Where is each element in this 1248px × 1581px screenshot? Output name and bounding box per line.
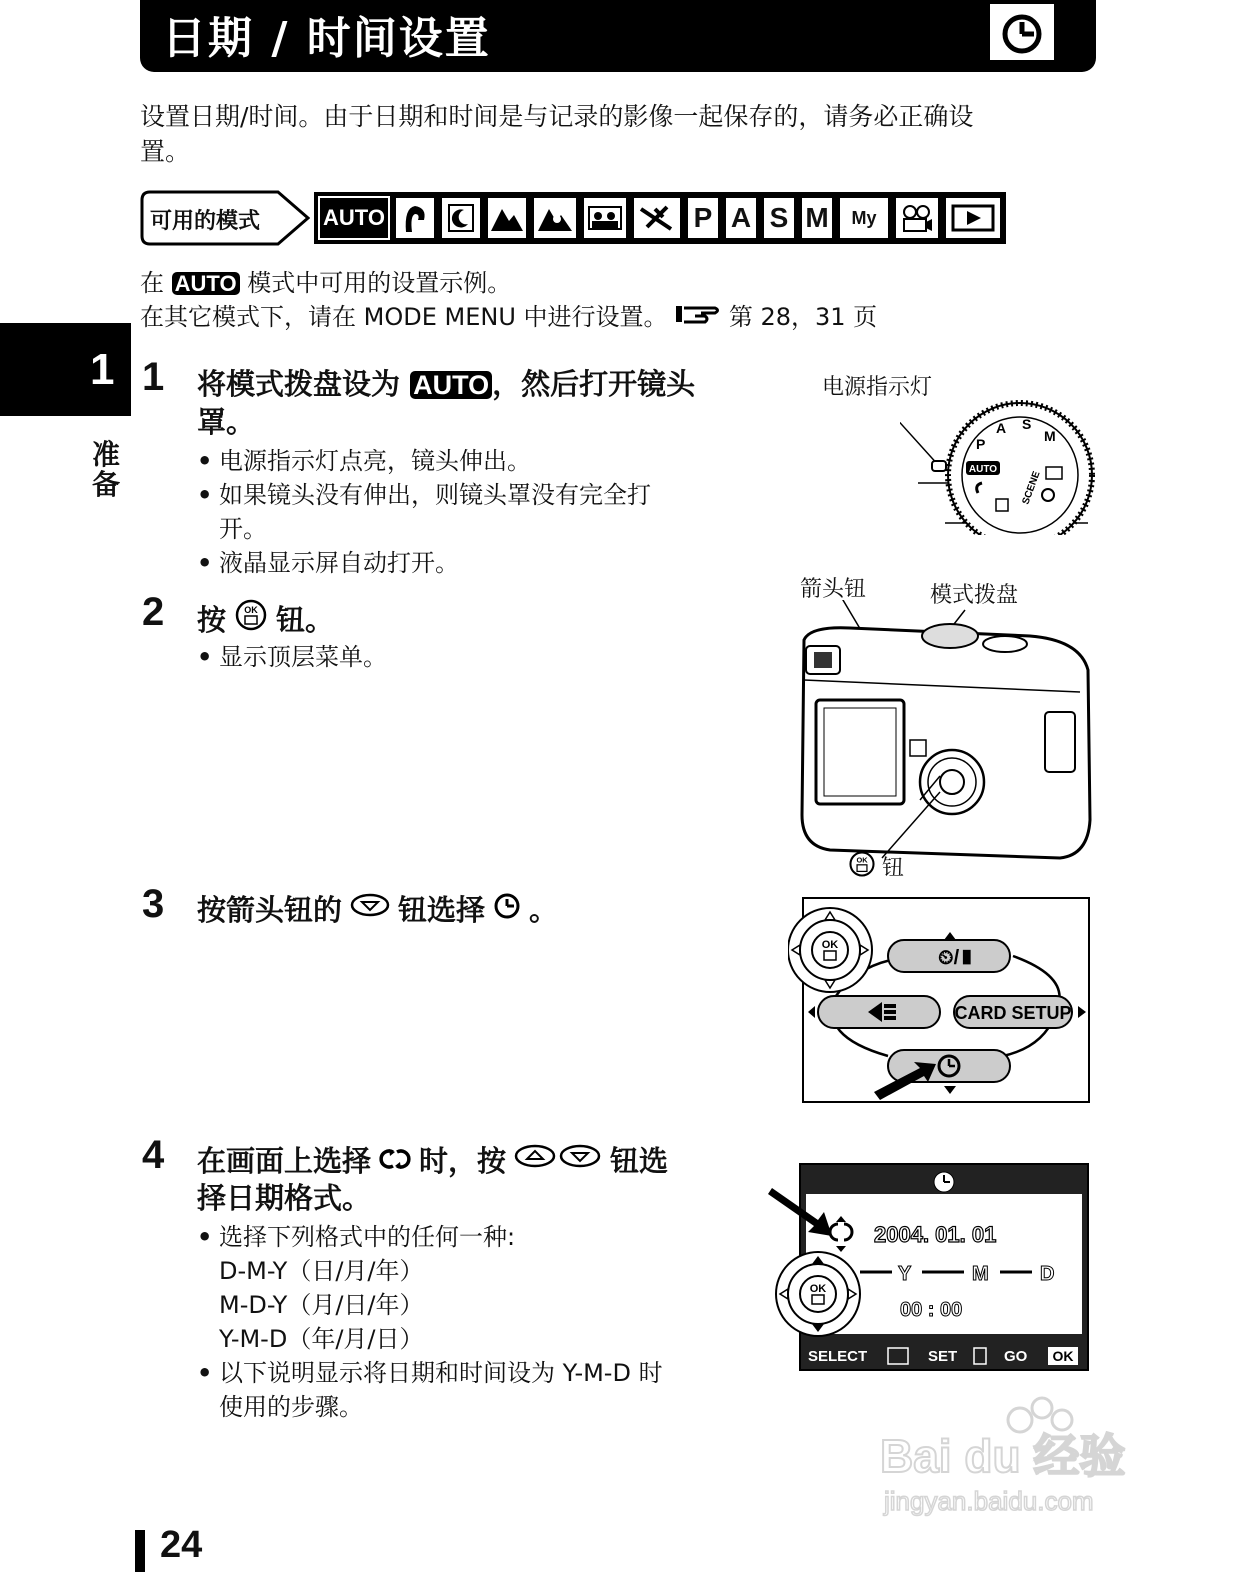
clock-time-value: 00 : 00 — [900, 1299, 963, 1321]
step-2-number: 2 — [142, 590, 165, 634]
step-3-title-post: 。 — [529, 892, 559, 927]
date-format-icon — [379, 1142, 411, 1180]
chapter-label: 准备 — [92, 438, 121, 501]
ok-button-caption-text: 钮 — [882, 855, 905, 881]
landscape-portrait-icon — [532, 196, 578, 240]
list-item: Y-M-D（年/月/日） — [219, 1325, 424, 1353]
modes-strip — [314, 192, 1006, 244]
landscape-icon — [486, 196, 528, 240]
note-line-1-pre: 在 — [140, 269, 164, 297]
svg-text:OK: OK — [809, 1283, 827, 1295]
svg-text:⏲/▮: ⏲/▮ — [938, 947, 975, 969]
list-item: • 以下说明显示将日期和时间设为 Y-M-D 时 — [197, 1359, 663, 1387]
note-line-1-post: 模式中可用的设置示例。 — [247, 269, 512, 297]
note-line-2-ref: 第 28，31 页 — [728, 303, 878, 331]
mode-dial-caption: 模式拨盘 — [930, 583, 1019, 608]
note-line-2-text: 在其它模式下，请在 MODE MENU 中进行设置。 — [140, 303, 668, 331]
portrait-icon — [394, 196, 436, 240]
page-number-bar — [135, 1530, 145, 1572]
chapter-number: 1 — [90, 345, 115, 394]
list-item: • 显示顶层菜单。 — [197, 643, 387, 671]
auto-badge: AUTO — [410, 371, 492, 399]
dial-m-label: M — [1044, 428, 1056, 444]
clock-y-label: Y — [898, 1263, 912, 1285]
ok-button-caption — [848, 850, 904, 882]
top-menu-figure — [788, 896, 1092, 1106]
step-1-title-line2: 罩。 — [197, 405, 256, 439]
arrow-pad-caption: 箭头钮 — [800, 577, 867, 602]
step-3-title — [197, 890, 558, 929]
svg-text:OK: OK — [244, 605, 258, 615]
dial-scene-label: SCENE — [1020, 469, 1043, 507]
list-item: 使用的步骤。 — [219, 1393, 363, 1421]
sport-icon — [632, 196, 682, 240]
dial-p-label: P — [976, 436, 986, 452]
playback-icon — [944, 196, 1002, 240]
list-item: • 电源指示灯点亮，镜头伸出。 — [197, 447, 531, 475]
intro-line-1: 设置日期/时间。由于日期和时间是与记录的影像一起保存的，请务必正确设 — [140, 102, 974, 131]
note-line-2 — [140, 300, 877, 335]
clock-ok-label: OK — [1052, 1348, 1074, 1364]
clock-icon — [990, 4, 1054, 60]
step-4-title-line2: 择日期格式。 — [197, 1181, 372, 1215]
step-1-title-post: ，然后打开镜头 — [492, 367, 696, 401]
page-title: 日期 / 时间设置 — [162, 13, 491, 64]
night-scene-icon — [440, 196, 482, 240]
step-3-title-pre: 按箭头钮的 — [197, 892, 343, 927]
step-4-title-pre: 在画面上选择 — [197, 1143, 372, 1178]
baidu-watermark — [870, 1380, 1170, 1520]
step-1-bullets — [197, 444, 757, 580]
note-line-1 — [140, 266, 511, 300]
page-number: 24 — [160, 1524, 203, 1566]
svg-text:OK: OK — [856, 855, 868, 865]
step-4-bullets — [197, 1220, 757, 1424]
watermark-url: jingyan.baidu.com — [884, 1486, 1094, 1516]
clock-d-label: D — [1040, 1263, 1055, 1285]
mode-m: M — [800, 196, 834, 240]
step-4-title-mid: 时，按 — [419, 1143, 507, 1178]
dial-auto-label: AUTO — [968, 464, 998, 475]
camera-figure — [790, 600, 1100, 870]
mode-dial-figure — [900, 395, 1100, 535]
clock-m-label: M — [972, 1263, 989, 1285]
arrow-down-button-icon — [350, 890, 390, 929]
list-item: M-D-Y（月/日/年） — [219, 1291, 424, 1319]
movie-icon — [894, 196, 940, 240]
mode-p: P — [686, 196, 720, 240]
clock-date-value: 2004. 01. 01 — [874, 1222, 997, 1247]
mode-auto: AUTO — [318, 196, 390, 240]
indoor-icon — [582, 196, 628, 240]
dial-s-label: S — [1022, 416, 1032, 432]
step-2-bullets — [197, 640, 757, 674]
reference-pointer-icon — [675, 301, 721, 335]
list-item: D-M-Y（日/月/年） — [219, 1257, 424, 1285]
list-item: • 液晶显示屏自动打开。 — [197, 549, 459, 577]
step-2-title — [197, 598, 334, 641]
clock-go-label: GO — [1004, 1348, 1028, 1365]
card-setup-label: CARD SETUP — [954, 1003, 1072, 1023]
step-4-title-post: 钮选 — [610, 1143, 669, 1178]
step-3-title-mid: 钮选择 — [398, 892, 486, 927]
svg-text:OK: OK — [821, 939, 839, 951]
auto-badge: AUTO — [172, 272, 240, 295]
clock-select-label: SELECT — [808, 1348, 868, 1365]
dial-a-label: A — [996, 420, 1007, 436]
list-item: 开。 — [219, 515, 267, 543]
step-4-number: 4 — [142, 1133, 165, 1177]
step-2-title-pre: 按 — [197, 602, 227, 637]
clock-screen-figure — [766, 1160, 1092, 1374]
modes-label: 可用的模式 — [150, 209, 261, 234]
mode-s: S — [762, 196, 796, 240]
intro-line-2: 置。 — [140, 137, 191, 166]
clock-icon — [493, 891, 521, 929]
mode-my: My — [838, 196, 890, 240]
ok-menu-button-icon — [234, 598, 268, 641]
step-1-title-pre: 将模式拨盘设为 — [197, 367, 401, 401]
step-4-title — [197, 1141, 668, 1180]
step-1-title — [197, 365, 695, 403]
power-lamp-caption: 电源指示灯 — [822, 375, 933, 400]
ok-menu-button-icon — [848, 850, 876, 882]
step-1-number: 1 — [142, 355, 165, 399]
list-item: • 如果镜头没有伸出，则镜头罩没有完全打 — [197, 481, 651, 509]
watermark-brand: Bai du 经验 — [880, 1430, 1126, 1482]
step-2-title-post: 钮。 — [276, 602, 335, 637]
list-item: • 选择下列格式中的任何一种: — [197, 1223, 516, 1251]
step-3-number: 3 — [142, 882, 165, 926]
arrow-up-down-buttons-icon — [514, 1141, 602, 1180]
mode-a: A — [724, 196, 758, 240]
clock-set-label: SET — [928, 1348, 958, 1365]
